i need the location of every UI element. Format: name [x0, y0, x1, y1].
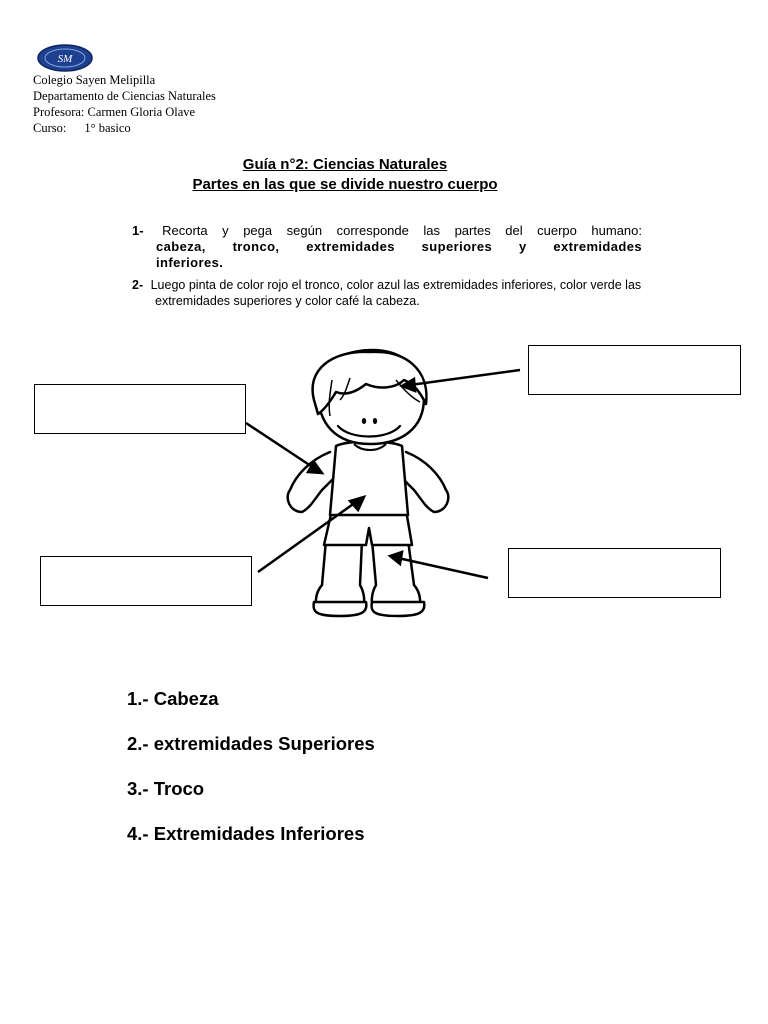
instruction-1 — [132, 223, 642, 271]
arrow-head — [410, 370, 520, 385]
right-shoe — [372, 602, 425, 616]
department-name: Departamento de Ciencias Naturales — [33, 89, 216, 103]
instruction-2 — [132, 277, 756, 309]
left-arm-outline — [288, 452, 334, 512]
instruction-2-number: 2- — [132, 278, 144, 292]
left-shoe — [314, 602, 367, 616]
course-label: Curso: — [33, 121, 67, 135]
answer-item: 1.- Cabeza — [127, 688, 219, 709]
right-arm-outline — [402, 452, 448, 512]
instruction-2-continuation: extremidades superiores y color café la cabeza. — [155, 294, 420, 308]
instruction-2-text: Luego pinta de color rojo el tronco, color azul las extremidades inferiores, color verde las — [150, 278, 642, 292]
right-eye — [373, 418, 377, 424]
title-line-2: Partes en las que se divide nuestro cuerpo — [192, 176, 498, 193]
answer-item: 3.- Troco — [127, 778, 205, 799]
label-box-bottom-right — [508, 548, 721, 598]
left-eye — [362, 418, 366, 424]
label-box-top-left — [34, 384, 246, 434]
course-value: 1° basico — [84, 121, 131, 135]
left-leg-outline — [316, 540, 364, 610]
label-box-bottom-left — [40, 556, 252, 606]
instruction-1-bold-last: inferiores. — [156, 255, 224, 270]
right-leg-outline — [372, 540, 420, 610]
instruction-1-text: Recorta y pega según corresponde las partes del cuerpo humano: — [162, 223, 642, 238]
teacher-name: Profesora: Carmen Gloria Olave — [33, 105, 196, 119]
title-line-1: Guía n°2: Ciencias Naturales — [242, 156, 448, 173]
answer-item: 2.- extremidades Superiores — [127, 733, 375, 754]
arrow-arm — [246, 423, 314, 468]
answer-list — [127, 688, 375, 868]
instruction-2-line — [132, 277, 756, 293]
instruction-1-number: 1- — [132, 223, 144, 238]
instruction-1-bold-line: cabeza, tronco, extremidades superiores y extremidades — [156, 239, 642, 254]
school-name: Colegio Sayen Melipilla — [33, 73, 156, 87]
guide-title — [0, 155, 690, 195]
shirt-outline — [330, 442, 408, 516]
label-box-top-right — [528, 345, 741, 395]
course-line — [33, 120, 216, 136]
answer-item: 4.- Extremidades Inferiores — [127, 823, 365, 844]
logo-text: SM — [57, 53, 73, 65]
instruction-1-line — [132, 223, 642, 239]
school-logo-icon — [36, 43, 94, 73]
school-header — [33, 72, 216, 136]
